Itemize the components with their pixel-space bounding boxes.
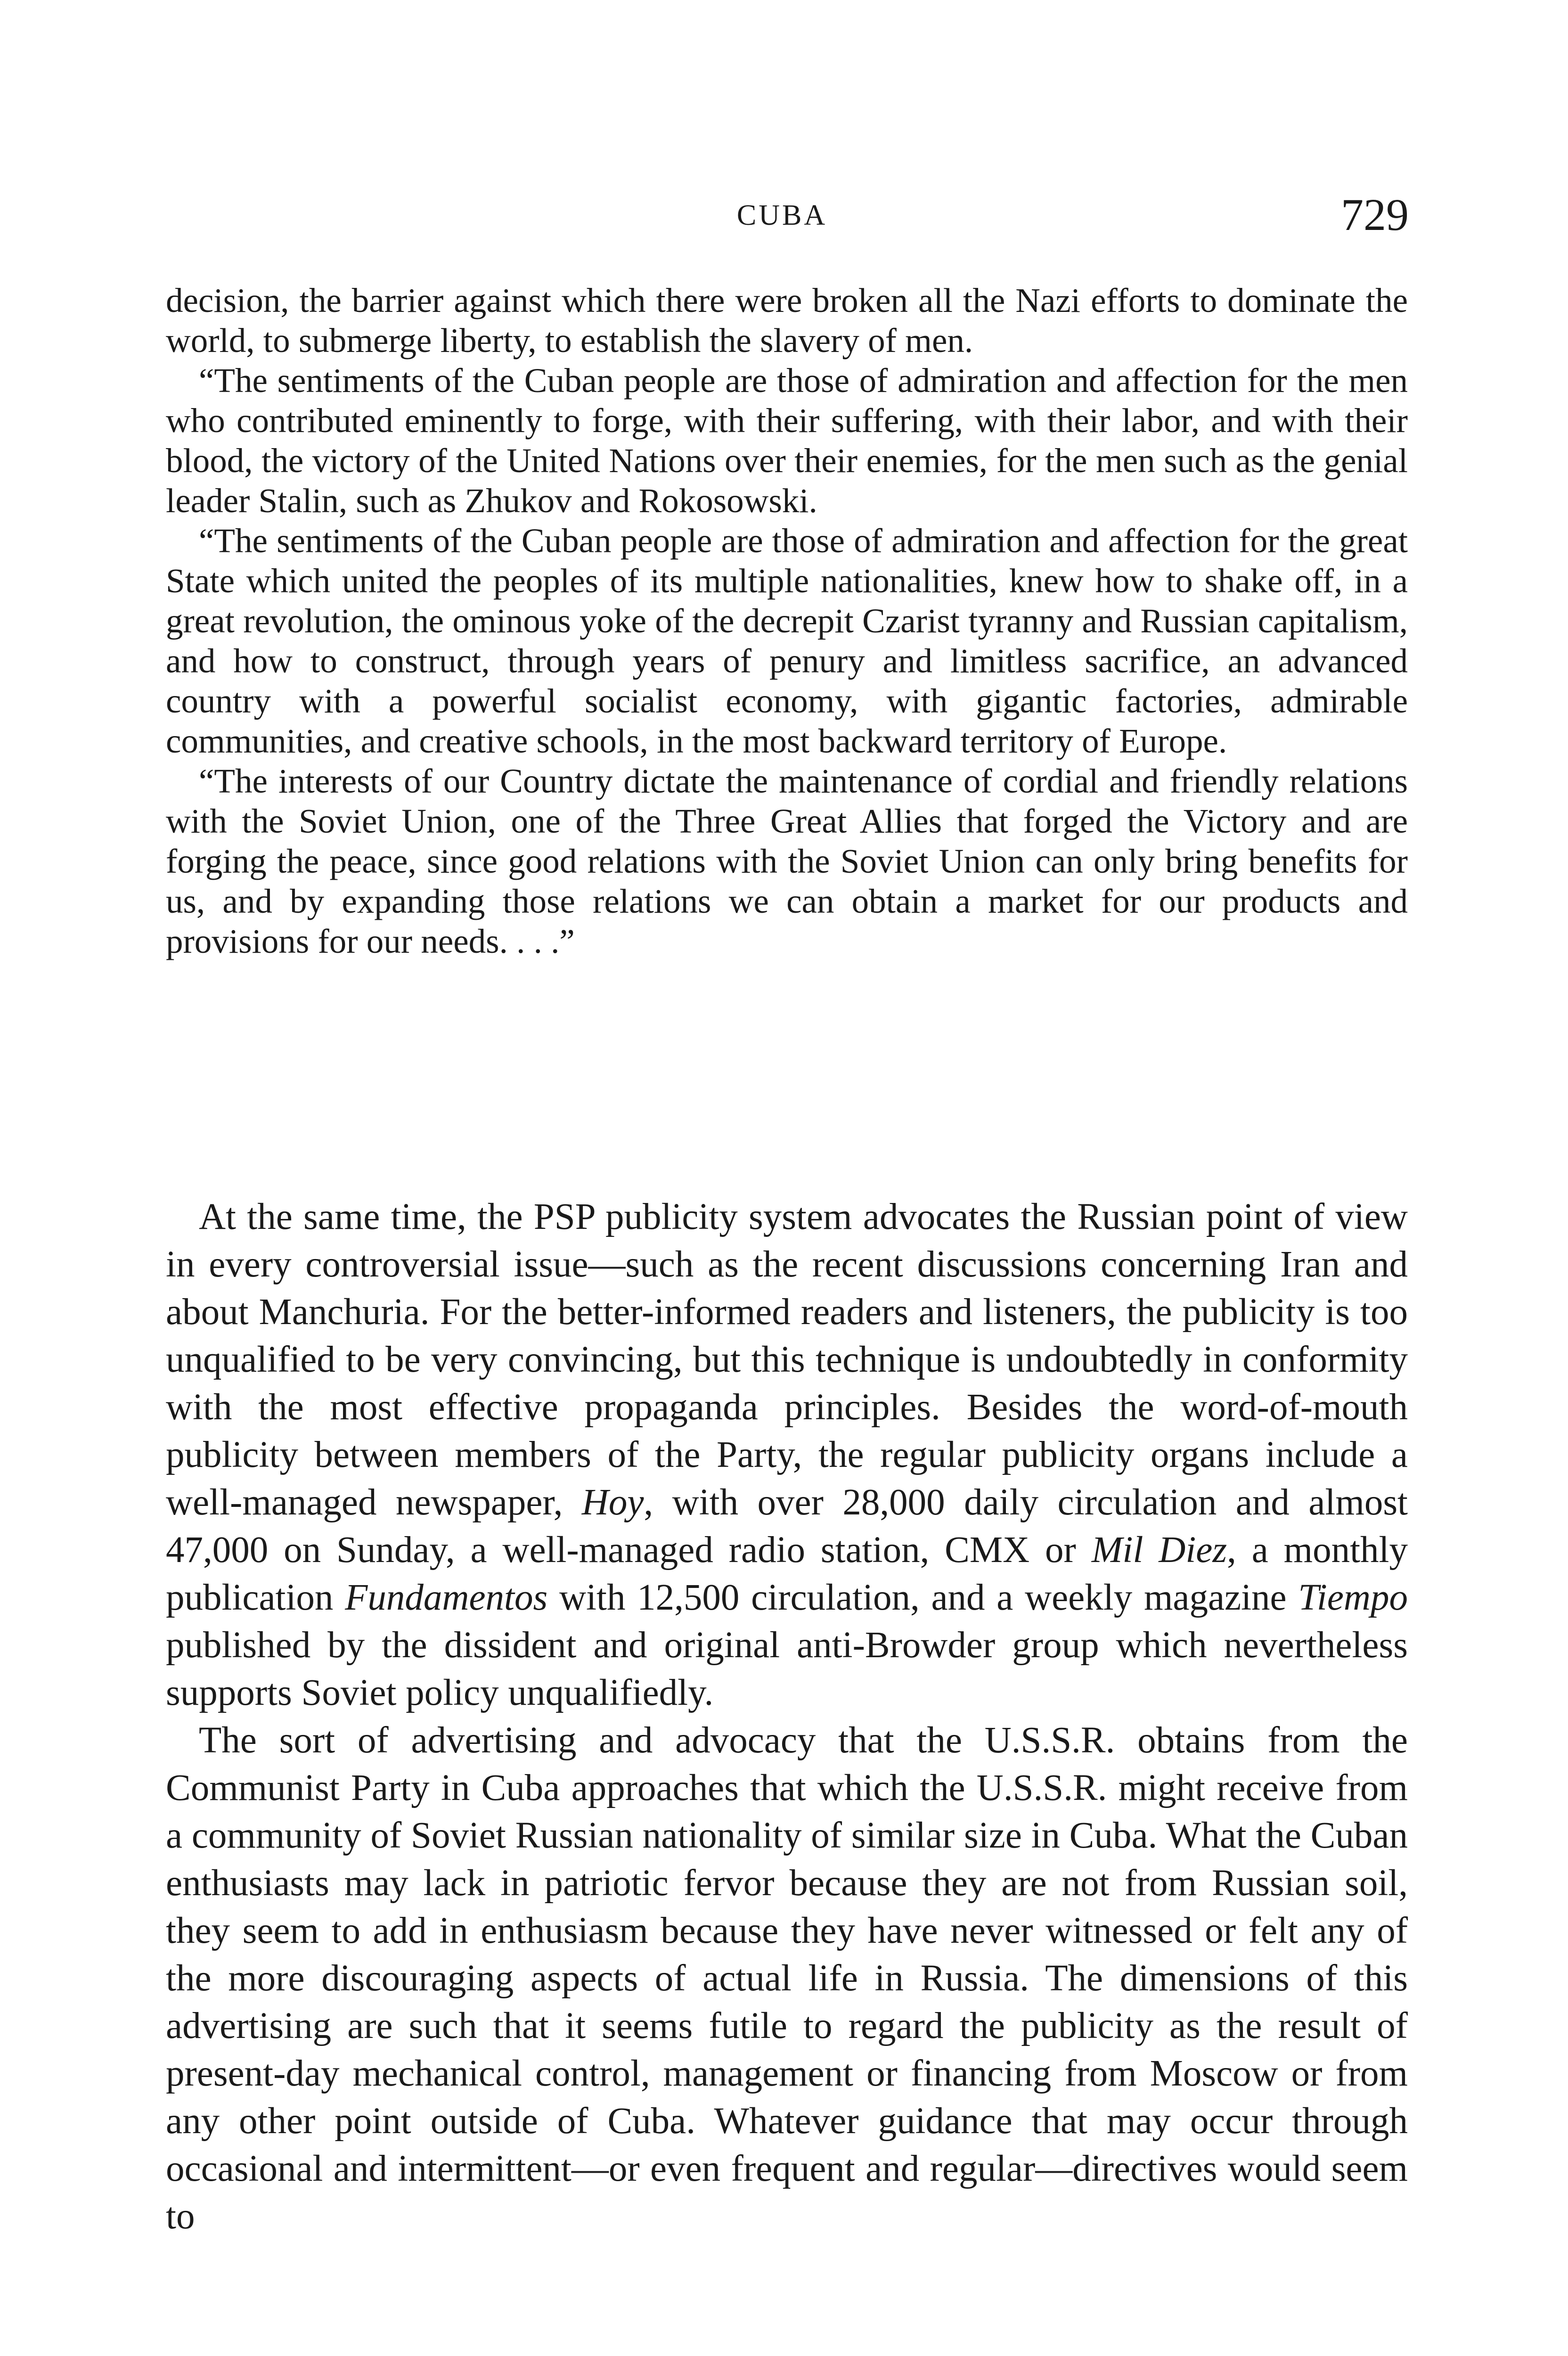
body-paragraph-1-text-a: At the same time, the PSP publicity system advocates the Russian point of view in every controversial issue—such as the recent discussions concerning Iran and about Manchuria. For the better-informed readers and listeners, the publicity is too unqualified to be very convincing, but this technique is undoubtedly in conformity with the most effective propaganda principles. Besides the word-of-mouth publicity between members of the Party, the regular publicity organs include a well-managed newspaper, xyxy=(166,1196,1408,1523)
body-text xyxy=(166,1193,1408,2240)
running-head xyxy=(155,188,1409,240)
quote-paragraph-1: decision, the barrier against which there were broken all the Nazi efforts to dominate the world, to submerge liberty, to establish the slavery of men. xyxy=(166,281,1408,360)
publication-title-hoy: Hoy xyxy=(581,1482,644,1523)
station-name-mil-diez: Mil Diez xyxy=(1091,1530,1227,1571)
page-number: 729 xyxy=(1341,189,1409,240)
body-paragraph-1-text-e: published by the dissident and original anti-Browder group which nevertheless supports Soviet policy unqualifiedly. xyxy=(166,1625,1408,1713)
body-paragraph-2: The sort of advertising and advocacy that the U.S.S.R. obtains from the Communist Party in Cuba approaches that which the U.S.S.R. might receive from a community of Soviet Russian nationality of similar size in Cuba. What the Cuban enthusiasts may lack in patriotic fervor because they are not from Russian soil, they seem to add in enthusiasm because they have never witnessed or felt any of the more discouraging aspects of actual life in Russia. The dimensions of this advertising are such that it seems futile to regard the publicity as the result of present-day mechanical control, management or financing from Moscow or from any other point outside of Cuba. Whatever guidance that may occur through occasional and intermittent—or even frequent and regular—directives would seem to xyxy=(166,1720,1408,2237)
publication-title-fundamentos: Fundamentos xyxy=(345,1577,548,1618)
block-quote xyxy=(166,280,1408,961)
running-title: CUBA xyxy=(736,199,828,231)
quote-paragraph-3: “The sentiments of the Cuban people are those of admiration and affection for the great State which united the peoples of its multiple nationalities, knew how to shake off, in a great revolution, the ominous yoke of the decrepit Czarist tyranny and Russian capitalism, and how to construct, through years of penury and limitless sacrifice, an advanced country with a powerful socialist economy, with gigantic factories, admirable communities, and creative schools, in the most backward territory of Europe. xyxy=(166,522,1408,760)
quote-paragraph-2: “The sentiments of the Cuban people are those of admiration and affection for the men who contributed eminently to forge, with their suffering, with their labor, and with their blood, the victory of the United Nations over their enemies, for the men such as the genial leader Stalin, such as Zhukov and Rokosowski. xyxy=(166,361,1408,520)
body-paragraph-1 xyxy=(166,1193,1408,1717)
body-paragraph-1-text-d: with 12,500 circulation, and a weekly magazine xyxy=(547,1577,1298,1618)
body-paragraph-1-text-b: , with over 28,000 daily circulation and almost 47,000 on Sunday, a well-managed radio station, CMX or xyxy=(166,1482,1408,1571)
body-paragraph-1-text-c: , a monthly publication xyxy=(166,1530,1408,1618)
publication-title-tiempo: Tiempo xyxy=(1298,1577,1408,1618)
quote-paragraph-4: “The interests of our Country dictate the maintenance of cordial and friendly relations with the Soviet Union, one of the Three Great Allies that forged the Victory and are forging the peace, since good relations with the Soviet Union can only bring benefits for us, and by expanding those relations we can obtain a market for our products and provisions for our needs. . . .” xyxy=(166,762,1408,960)
